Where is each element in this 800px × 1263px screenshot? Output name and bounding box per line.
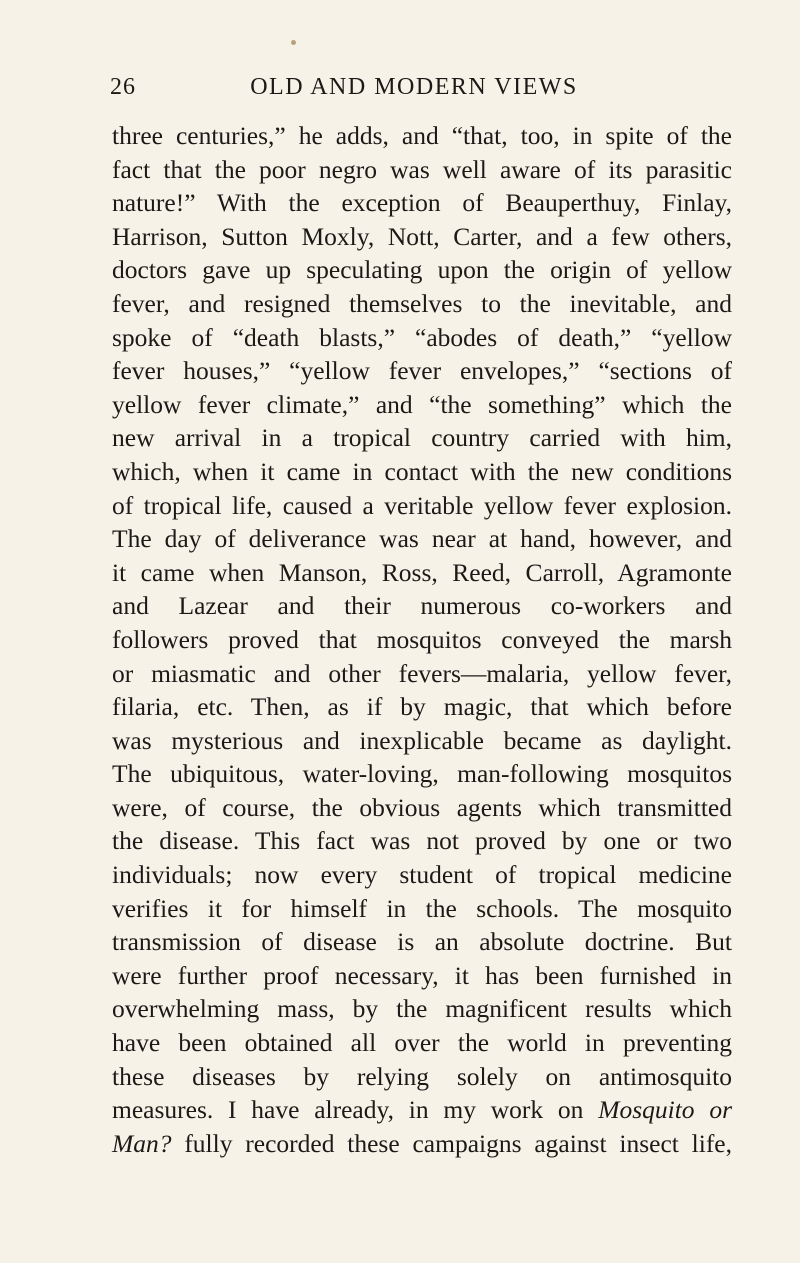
book-title-italic: Man? [112,1128,172,1158]
text-line: three centuries,” he adds, and “that, too, in spite of the [112,121,732,150]
text-line: followers proved that mosquitos conveyed the marsh [112,624,732,654]
page-number: 26 [110,74,136,100]
text-line: fever, and resigned themselves to the inevitable, and [112,288,732,318]
page-header [100,74,728,104]
text-line: of tropical life, caused a veritable yellow fever explosion. [112,490,732,520]
text-line: fever houses,” “yellow fever envelopes,” “sections of [112,356,732,386]
text-segment: measures. I have already, in my work on [112,1095,584,1125]
text-line: was mysterious and inexplicable became as daylight. [112,725,732,755]
text-line: filaria, etc. Then, as if by magic, that which before [112,692,732,722]
running-title: OLD AND MODERN VIEWS [250,74,578,100]
text-line: which, when it came in contact with the new conditions [112,456,732,486]
text-line: the disease. This fact was not proved by one or two [112,826,732,856]
text-line: The ubiquitous, water-loving, man-following mosquitos [112,759,732,789]
text-line: The day of deliverance was near at hand, however, and [112,524,732,554]
text-line: doctors gave up speculating upon the origin of yellow [112,255,732,285]
text-line: fact that the poor negro was well aware of its parasitic [112,154,732,184]
ink-speck [291,40,296,45]
text-line: individuals; now every student of tropical medicine [112,860,732,890]
text-line: new arrival in a tropical country carried with him, [112,423,732,453]
text-segment: fully recorded these campaigns against insect life, [184,1128,733,1158]
text-line: transmission of disease is an absolute doctrine. But [112,927,732,957]
text-line: were, of course, the obvious agents which transmitted [112,792,732,822]
text-line: yellow fever climate,” and “the something” which the [112,389,732,419]
text-line [112,1127,732,1161]
text-line: nature!” With the exception of Beauperthuy, Finlay, [112,188,732,218]
text-line: spoke of “death blasts,” “abodes of death,” “yellow [112,322,732,352]
text-line: and Lazear and their numerous co-workers and [112,591,732,621]
text-line: have been obtained all over the world in preventing [112,1028,732,1058]
text-line: overwhelming mass, by the magnificent results which [112,994,732,1024]
text-line: were further proof necessary, it has been furnished in [112,960,732,990]
text-line: or miasmatic and other fevers—malaria, yellow fever, [112,658,732,688]
text-line: Harrison, Sutton Moxly, Nott, Carter, and a few others, [112,221,732,251]
text-line: these diseases by relying solely on antimosquito [112,1061,732,1091]
book-title-italic: Mosquito or [598,1095,732,1125]
text-line: it came when Manson, Ross, Reed, Carroll, Agramonte [112,557,732,587]
text-line [112,1093,732,1127]
body-paragraph [112,119,732,1160]
text-line: verifies it for himself in the schools. The mosquito [112,893,732,923]
